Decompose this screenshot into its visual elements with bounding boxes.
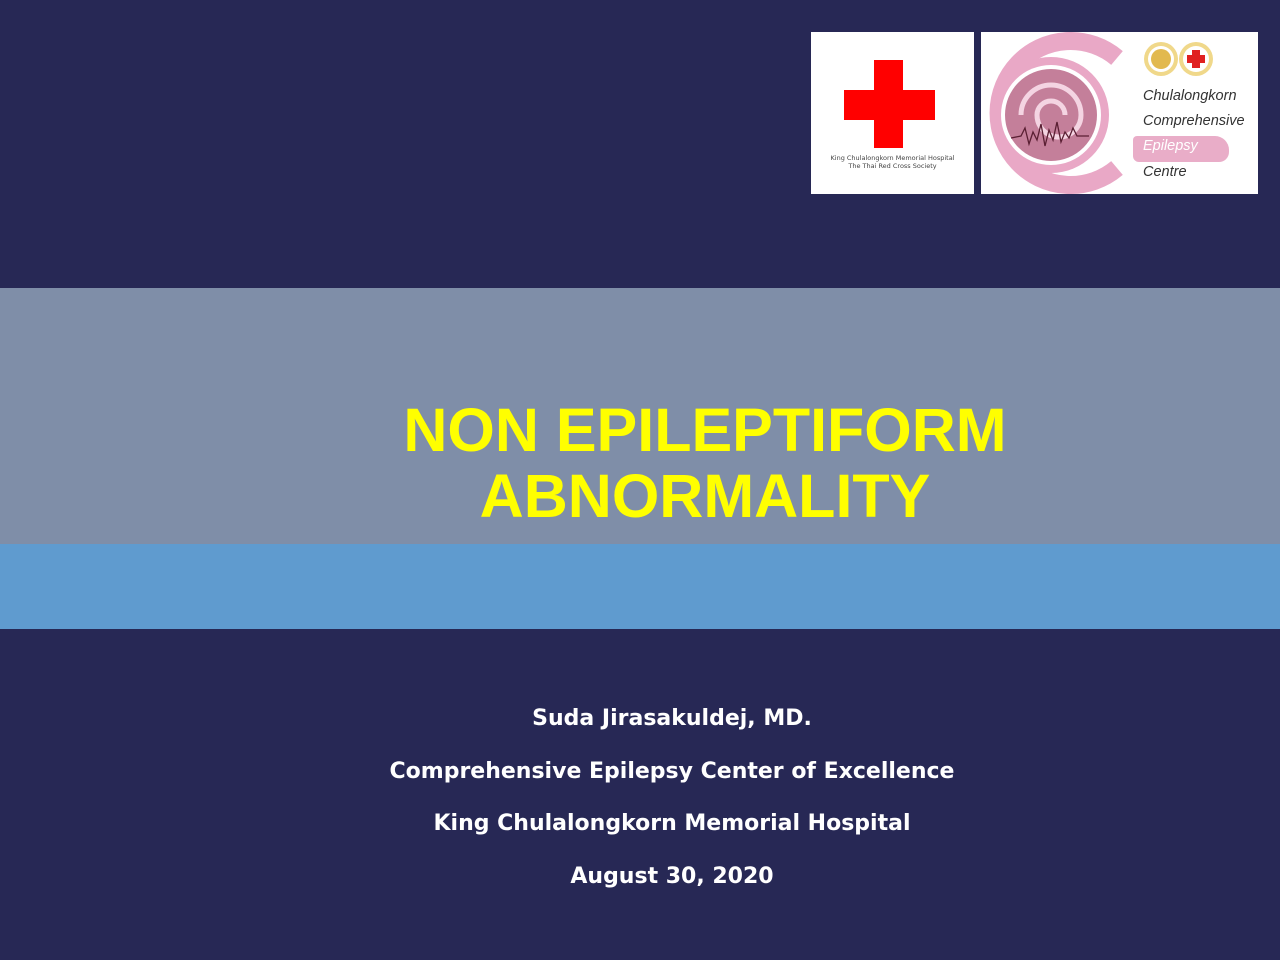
presenter-center: Comprehensive Epilepsy Center of Excellence: [389, 758, 955, 784]
slide-title: [340, 397, 1070, 529]
presenter-hospital: King Chulalongkorn Memorial Hospital: [433, 811, 911, 836]
title-line-1: NON EPILEPTIFORM: [403, 396, 1007, 464]
presenter-name: Suda Jirasakuldej, MD.: [532, 706, 812, 731]
centre-line-3: Epilepsy: [1143, 138, 1198, 154]
centre-line-4: Centre: [1143, 164, 1187, 180]
hospital-caption: [811, 153, 974, 171]
hospital-caption-line2: The Thai Red Cross Society: [848, 162, 937, 170]
presenter-info: [330, 700, 1014, 910]
centre-line-1: Chulalongkorn: [1143, 88, 1237, 104]
title-line-2: ABNORMALITY: [479, 462, 931, 530]
presentation-date: August 30, 2020: [570, 863, 774, 889]
red-cross-logo: [811, 32, 974, 194]
centre-line-2: Comprehensive: [1143, 113, 1245, 129]
epilepsy-centre-logo: [981, 32, 1258, 194]
red-cross-icon: [811, 32, 974, 152]
accent-band: [0, 544, 1280, 629]
hospital-caption-line1: King Chulalongkorn Memorial Hospital: [830, 154, 955, 162]
